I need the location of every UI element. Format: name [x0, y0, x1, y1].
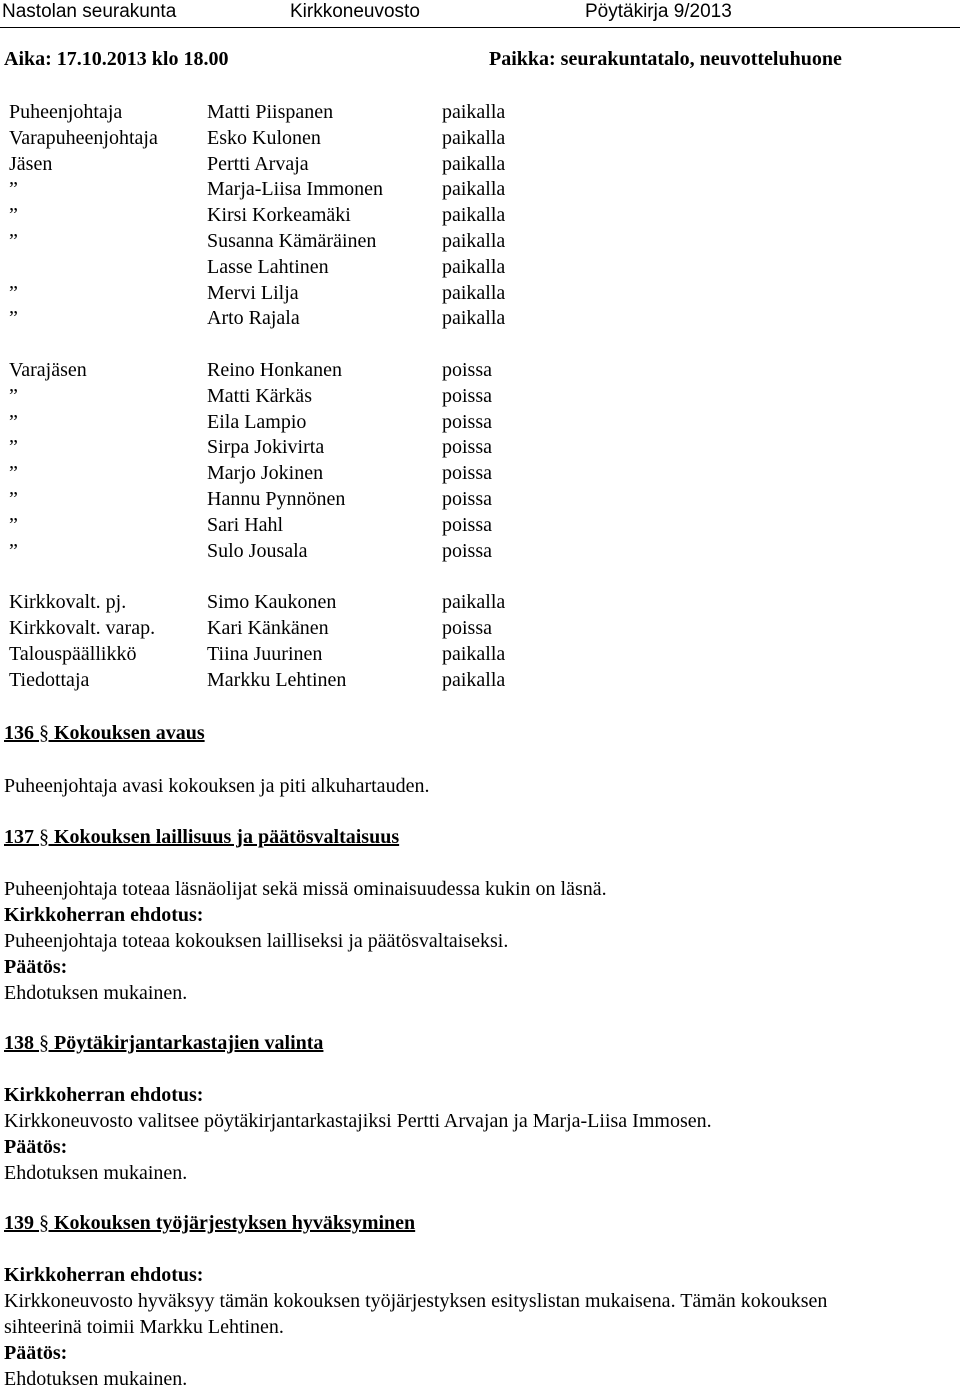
attendee-status: poissa	[442, 436, 492, 459]
organization-name: Nastolan seurakunta	[2, 1, 177, 22]
agenda-item-139-decision: Ehdotuksen mukainen.	[4, 1368, 188, 1390]
page-header	[0, 0, 960, 28]
agenda-item-heading: Kokouksen työjärjestyksen hyväksyminen	[54, 1212, 416, 1234]
decision-label: Päätös:	[4, 956, 68, 978]
agenda-item-138-decision: Ehdotuksen mukainen.	[4, 1162, 188, 1184]
attendee-role: Kirkkovalt. pj.	[9, 591, 127, 614]
section-sign: §	[39, 1032, 49, 1054]
attendee-name: Esko Kulonen	[207, 126, 321, 149]
agenda-item-heading: Kokouksen avaus	[54, 722, 205, 744]
agenda-item-heading: Pöytäkirjantarkastajien valinta	[54, 1032, 324, 1054]
attendee-status: paikalla	[442, 642, 506, 665]
proposal-label: Kirkkoherran ehdotus:	[4, 904, 204, 926]
attendee-role: Varapuheenjohtaja	[9, 126, 158, 149]
attendee-name: Mervi Lilja	[207, 281, 299, 304]
agenda-item-number: 139	[4, 1212, 34, 1234]
agenda-item-137-decision: Ehdotuksen mukainen.	[4, 982, 188, 1004]
attendee-name: Tiina Juurinen	[207, 642, 323, 665]
decision-label: Päätös:	[4, 1136, 68, 1158]
agenda-item-137-proposal: Puheenjohtaja toteaa kokouksen lailliseksi ja päätösvaltaiseksi.	[4, 930, 509, 952]
attendee-name: Lasse Lahtinen	[207, 255, 329, 278]
agenda-item-136-text: Puheenjohtaja avasi kokouksen ja piti alkuhartauden.	[4, 775, 430, 797]
agenda-item-139-proposal-line-2: sihteerinä toimii Markku Lehtinen.	[4, 1316, 284, 1338]
attendee-status: paikalla	[442, 255, 506, 278]
attendee-role: Puheenjohtaja	[9, 101, 123, 123]
attendee-name: Hannu Pynnönen	[207, 487, 346, 510]
section-sign: §	[39, 722, 49, 744]
attendee-role: Kirkkovalt. varap.	[9, 616, 156, 639]
agenda-item-136-title	[4, 722, 205, 745]
attendee-role: Jäsen	[9, 152, 53, 175]
attendee-status: poissa	[442, 358, 492, 381]
attendee-name: Eila Lampio	[207, 410, 307, 433]
attendee-status: paikalla	[442, 668, 506, 691]
attendee-name: Matti Piispanen	[207, 101, 334, 123]
minutes-number: Pöytäkirja 9/2013	[585, 1, 732, 22]
agenda-item-137-intro: Puheenjohtaja toteaa läsnäolijat sekä missä ominaisuudessa kukin on läsnä.	[4, 878, 607, 900]
attendee-role: Varajäsen	[9, 358, 87, 381]
attendee-name: Kirsi Korkeamäki	[207, 204, 351, 227]
attendee-status: poissa	[442, 410, 492, 433]
proposal-label: Kirkkoherran ehdotus:	[4, 1264, 204, 1286]
agenda-item-137-title	[4, 826, 399, 849]
attendee-status: poissa	[442, 616, 492, 639]
attendee-name: Sirpa Jokivirta	[207, 436, 325, 459]
attendee-role: ”	[9, 281, 18, 304]
attendee-status: poissa	[442, 539, 492, 562]
attendee-status: paikalla	[442, 101, 506, 123]
attendee-name: Susanna Kämäräinen	[207, 229, 377, 252]
attendee-status: poissa	[442, 384, 492, 407]
attendee-status: paikalla	[442, 307, 506, 330]
attendee-name: Reino Honkanen	[207, 358, 342, 381]
attendee-role: ”	[9, 539, 18, 562]
attendee-name: Pertti Arvaja	[207, 152, 309, 175]
attendee-role: ”	[9, 178, 18, 201]
attendee-role: ”	[9, 487, 18, 510]
attendee-status: poissa	[442, 513, 492, 536]
attendee-role: ”	[9, 410, 18, 433]
attendee-name: Sari Hahl	[207, 513, 284, 536]
attendee-name: Sulo Jousala	[207, 539, 308, 562]
attendee-status: poissa	[442, 487, 492, 510]
attendee-status: paikalla	[442, 281, 506, 304]
attendee-role: ”	[9, 462, 18, 485]
attendee-status: paikalla	[442, 591, 506, 614]
attendee-role: ”	[9, 204, 18, 227]
attendee-role: ”	[9, 513, 18, 536]
board-name: Kirkkoneuvosto	[290, 1, 420, 22]
agenda-item-number: 137	[4, 826, 34, 848]
attendee-name: Simo Kaukonen	[207, 591, 337, 614]
agenda-item-139-proposal-line-1: Kirkkoneuvosto hyväksyy tämän kokouksen työjärjestyksen esityslistan mukaisena. Tämän kokouksen	[4, 1290, 828, 1312]
proposal-label: Kirkkoherran ehdotus:	[4, 1084, 204, 1106]
attendee-name: Matti Kärkäs	[207, 384, 312, 407]
decision-label: Päätös:	[4, 1342, 68, 1364]
attendee-status: paikalla	[442, 229, 506, 252]
attendee-role: ”	[9, 436, 18, 459]
attendee-role: ”	[9, 384, 18, 407]
attendee-status: paikalla	[442, 178, 506, 201]
attendee-name: Arto Rajala	[207, 307, 300, 330]
section-sign: §	[39, 826, 49, 848]
attendee-status: paikalla	[442, 204, 506, 227]
agenda-item-heading: Kokouksen laillisuus ja päätösvaltaisuus	[54, 826, 400, 848]
agenda-item-138-proposal: Kirkkoneuvosto valitsee pöytäkirjantarkastajiksi Pertti Arvajan ja Marja-Liisa Immosen.	[4, 1110, 712, 1132]
agenda-item-139-title	[4, 1212, 415, 1235]
meeting-place: Paikka: seurakuntatalo, neuvotteluhuone	[489, 48, 842, 70]
attendee-name: Markku Lehtinen	[207, 668, 347, 691]
meeting-time: Aika: 17.10.2013 klo 18.00	[4, 48, 229, 70]
attendee-role: Talouspäällikkö	[9, 642, 137, 665]
attendee-role: Tiedottaja	[9, 668, 90, 691]
attendee-name: Kari Känkänen	[207, 616, 329, 639]
attendee-role: ”	[9, 229, 18, 252]
attendee-status: paikalla	[442, 126, 506, 149]
agenda-item-138-title	[4, 1032, 323, 1055]
agenda-item-number: 136	[4, 722, 34, 744]
attendee-name: Marjo Jokinen	[207, 462, 324, 485]
attendee-name: Marja-Liisa Immonen	[207, 178, 384, 201]
attendee-status: poissa	[442, 462, 492, 485]
attendee-status: paikalla	[442, 152, 506, 175]
section-sign: §	[39, 1212, 49, 1234]
agenda-item-number: 138	[4, 1032, 34, 1054]
attendee-role: ”	[9, 307, 18, 330]
